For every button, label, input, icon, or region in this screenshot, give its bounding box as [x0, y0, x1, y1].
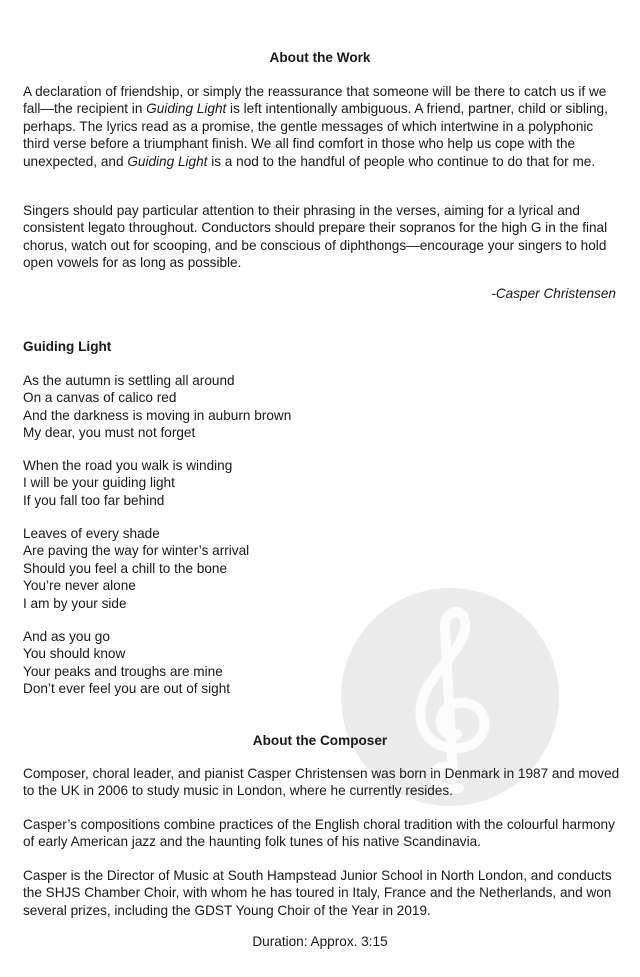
about-work-heading: About the Work	[269, 50, 371, 65]
about-composer-paragraph-1: Composer, choral leader, and pianist Casper Christensen was born in Denmark in 1987 and moved to the UK in 2006 to study music in London, where he currently resides.	[23, 766, 620, 799]
text-segment: is a nod to the handful of people who continue to do that for me.	[207, 153, 596, 169]
lyric-line: Are paving the way for winter’s arrival	[23, 543, 250, 559]
about-composer-heading: About the Composer	[252, 733, 388, 748]
about-work-paragraph-1	[23, 83, 623, 170]
lyrics-title: Guiding Light	[23, 339, 112, 354]
lyrics-stanza	[23, 372, 291, 442]
lyric-line: When the road you walk is winding	[23, 458, 233, 473]
lyric-line: Your peaks and troughs are mine	[23, 663, 223, 679]
lyric-line: I will be your guiding light	[23, 475, 175, 491]
lyric-line: And as you go	[23, 629, 110, 644]
lyrics-stanza	[23, 457, 232, 509]
lyric-line: As the autumn is settling all around	[23, 373, 235, 388]
lyric-line: Don’t ever feel you are out of sight	[23, 681, 231, 697]
text-segment: A declaration of friendship, or simply the reassurance that someone will be there to catch us if we fall—the recipient in	[23, 84, 607, 117]
lyric-line: Leaves of every shade	[23, 526, 160, 541]
lyric-line: If you fall too far behind	[23, 492, 165, 508]
song-title-reference: Guiding Light	[127, 153, 208, 169]
author-signature: -Casper Christensen	[491, 286, 616, 301]
lyrics-stanza	[23, 628, 230, 698]
lyric-line: You should know	[23, 646, 126, 662]
lyric-line: Should you feel a chill to the bone	[23, 560, 228, 576]
about-work-paragraph-2: Singers should pay particular attention to their phrasing in the verses, aiming for a lyrical and consistent legato throughout. Conductors should prepare their sopranos for the high G in the final chorus, watch out for scooping, and be conscious of diphthongs—encourage your singers to hold open vowels for as long as possible.	[23, 203, 608, 271]
song-title-reference: Guiding Light	[146, 101, 227, 117]
duration-text: Duration: Approx. 3:15	[252, 934, 388, 949]
lyric-line: My dear, you must not forget	[23, 425, 196, 441]
lyric-line: I am by your side	[23, 595, 127, 611]
lyrics-stanza	[23, 525, 249, 612]
about-composer-paragraph-3: Casper is the Director of Music at South Hampstead Junior School in North London, and conducts the SHJS Chamber Choir, with whom he has toured in Italy, France and the Netherlands, and won several prizes, including the GDST Young Choir of the Year in 2019.	[23, 868, 612, 918]
text-segment: is left intentionally ambiguous. A friend, partner, child or sibling, perhaps. The lyrics read as a promise, the gentle messages of which intertwine in a polyphonic third verse before a triumphant finish. We all find comfort in those who help us cope with the unexpected, and	[23, 101, 608, 169]
lyric-line: And the darkness is moving in auburn brown	[23, 407, 292, 423]
lyric-line: You’re never alone	[23, 578, 136, 594]
about-composer-paragraph-2: Casper’s compositions combine practices of the English choral tradition with the colourful harmony of early American jazz and the haunting folk tunes of his native Scandinavia.	[23, 817, 615, 850]
lyric-line: On a canvas of calico red	[23, 390, 177, 406]
